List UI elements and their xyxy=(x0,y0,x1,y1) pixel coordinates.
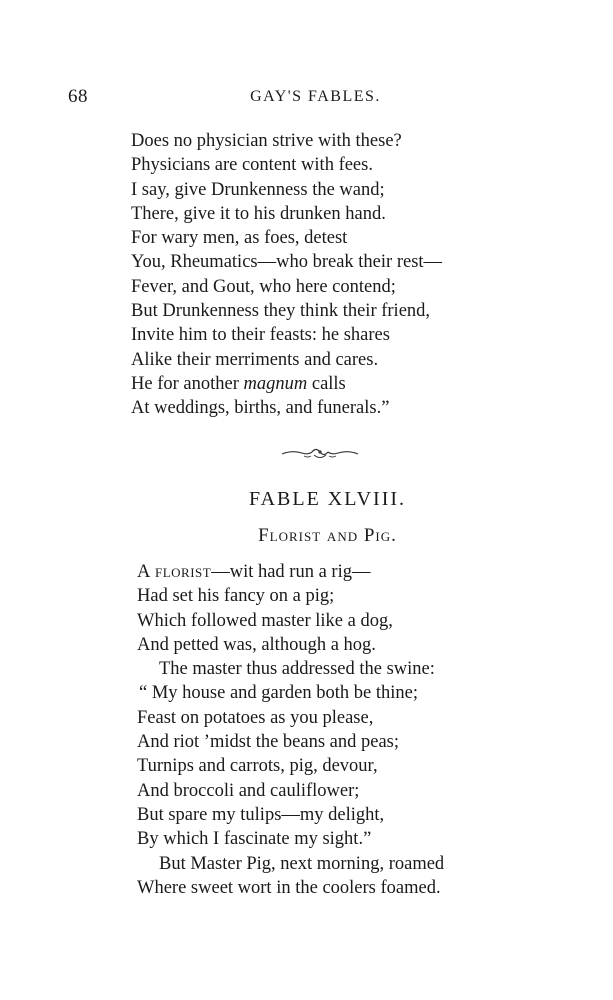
verse-text: He for another xyxy=(131,373,244,394)
verse-text: —wit had run a rig— xyxy=(211,562,371,582)
verse-line: The master thus addressed the swine: xyxy=(159,659,435,680)
running-head: GAY'S FABLES. xyxy=(250,88,381,105)
verse-line: Which followed master like a dog, xyxy=(137,610,393,631)
verse-line: Feast on potatoes as you please, xyxy=(137,707,374,728)
verse-line: By which I fascinate my sight.” xyxy=(137,829,372,850)
verse-line: I say, give Drunkenness the wand; xyxy=(131,179,385,200)
verse-line: Where sweet wort in the coolers foamed. xyxy=(137,877,441,898)
verse-line: Does no physician strive with these? xyxy=(131,131,402,151)
fable-title: FABLE XLVIII. xyxy=(248,488,407,510)
verse-line: “ My house and garden both be thine; xyxy=(139,683,418,704)
verse-line: Had set his fancy on a pig; xyxy=(137,586,335,607)
verse-line: For wary men, as foes, detest xyxy=(131,228,348,249)
verse-line: And riot ’midst the beans and peas; xyxy=(137,732,400,753)
verse-line: At weddings, births, and funerals.” xyxy=(131,398,390,419)
verse-line: But Master Pig, next morning, roamed xyxy=(159,853,445,874)
verse-line: You, Rheumatics—who break their rest— xyxy=(131,252,443,273)
page-number: 68 xyxy=(68,86,88,107)
fable-verse xyxy=(137,560,444,900)
verse-line: There, give it to his drunken hand. xyxy=(131,203,386,224)
verse-line: But spare my tulips—my delight, xyxy=(137,804,385,825)
verse-continued xyxy=(131,129,442,421)
italic-word: magnum xyxy=(243,373,308,394)
verse-line: Invite him to their feasts: he shares xyxy=(131,325,390,346)
verse-line: And petted was, although a hog. xyxy=(137,634,376,655)
verse-text: calls xyxy=(307,373,346,394)
verse-line: And broccoli and cauliflower; xyxy=(137,780,360,801)
verse-line xyxy=(137,560,444,584)
verse-line: But Drunkenness they think their friend, xyxy=(131,301,431,322)
verse-line: Fever, and Gout, who here contend; xyxy=(131,276,396,297)
verse-line: Alike their merriments and cares. xyxy=(131,349,379,370)
verse-line: Physicians are content with fees. xyxy=(131,155,373,176)
ornament-divider-icon xyxy=(280,444,360,462)
fable-subtitle: Florist and Pig. xyxy=(258,525,397,546)
verse-line: Turnips and carrots, pig, devour, xyxy=(137,756,378,777)
opening-word: A florist xyxy=(137,562,212,582)
verse-line xyxy=(131,372,442,396)
